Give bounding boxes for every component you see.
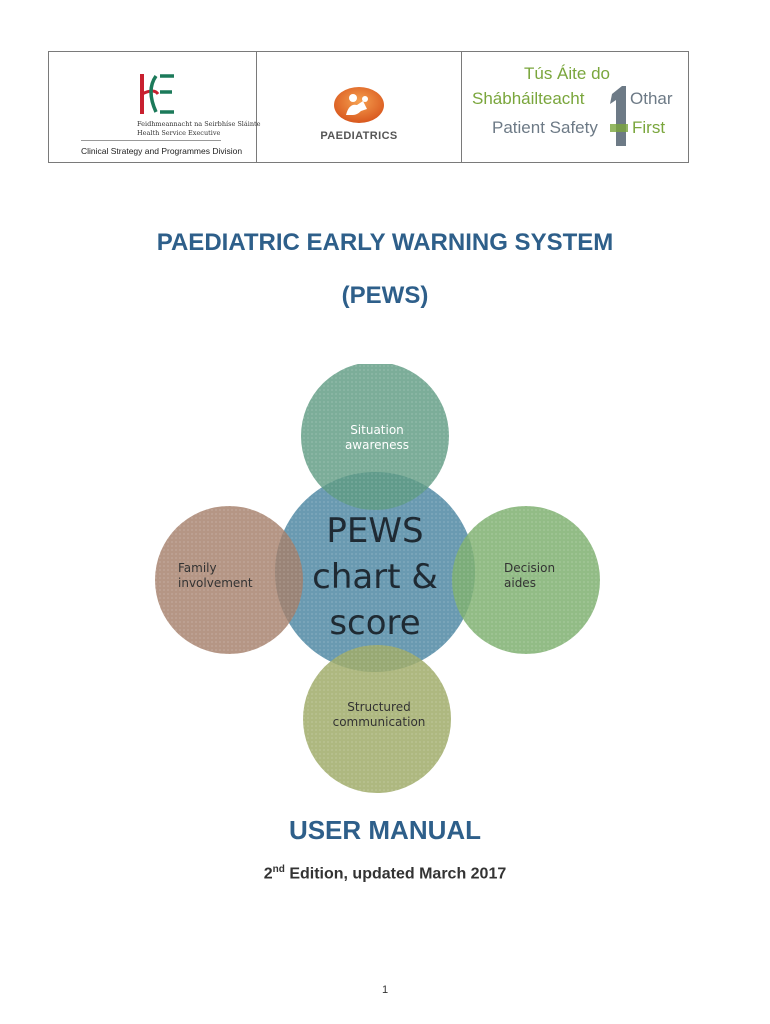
edition-text: Edition, updated March 2017 [284, 865, 507, 883]
edition-number: 2 [263, 865, 273, 883]
bottom-circle-label-1: Structured [347, 700, 411, 714]
left-circle-label-2: involvement [178, 576, 253, 590]
page-number: 1 [381, 984, 389, 996]
edition-suffix: nd [272, 864, 285, 875]
safety-english-first: First [632, 118, 666, 137]
manual-title: USER MANUAL [288, 815, 482, 845]
paediatrics-logo-icon [333, 85, 385, 125]
edition-line [0, 864, 770, 883]
document-subtitle: (PEWS) [341, 282, 429, 309]
hse-irish-name: Feidhmeannacht na Seirbhíse Sláinte [137, 120, 261, 128]
safety-irish-othar: Othar [630, 89, 673, 108]
hse-division-label: Clinical Strategy and Programmes Division [81, 146, 243, 156]
logo-table [48, 51, 689, 163]
safety-irish-line1: Tús Áite do [524, 64, 610, 83]
hse-english-name: Health Service Executive [137, 129, 221, 137]
hse-logo-cell [49, 52, 261, 162]
paediatrics-label: PAEDIATRICS [320, 130, 398, 142]
safety-english-line: Patient Safety [492, 118, 598, 137]
hse-logo-icon [134, 70, 180, 118]
left-circle-label-1: Family [178, 561, 217, 575]
right-circle-label-2: aides [504, 576, 536, 590]
divider [81, 140, 221, 141]
center-circle-label-1: PEWS [326, 511, 424, 551]
document-title: PAEDIATRIC EARLY WARNING SYSTEM [156, 229, 614, 256]
top-circle-label-2: awareness [344, 438, 410, 452]
right-circle-label-1: Decision [504, 561, 556, 575]
center-circle-label-2: chart & [312, 557, 438, 597]
bottom-circle-label-2: communication [332, 715, 426, 729]
number-one-icon [606, 84, 632, 148]
pews-diagram [150, 364, 610, 804]
top-circle-label-1: Situation [350, 423, 404, 437]
safety-irish-line2: Shábháilteacht [472, 89, 585, 108]
paediatrics-logo-cell [257, 52, 462, 162]
center-circle-label-3: score [329, 603, 421, 643]
patient-safety-logo-cell [462, 52, 688, 162]
